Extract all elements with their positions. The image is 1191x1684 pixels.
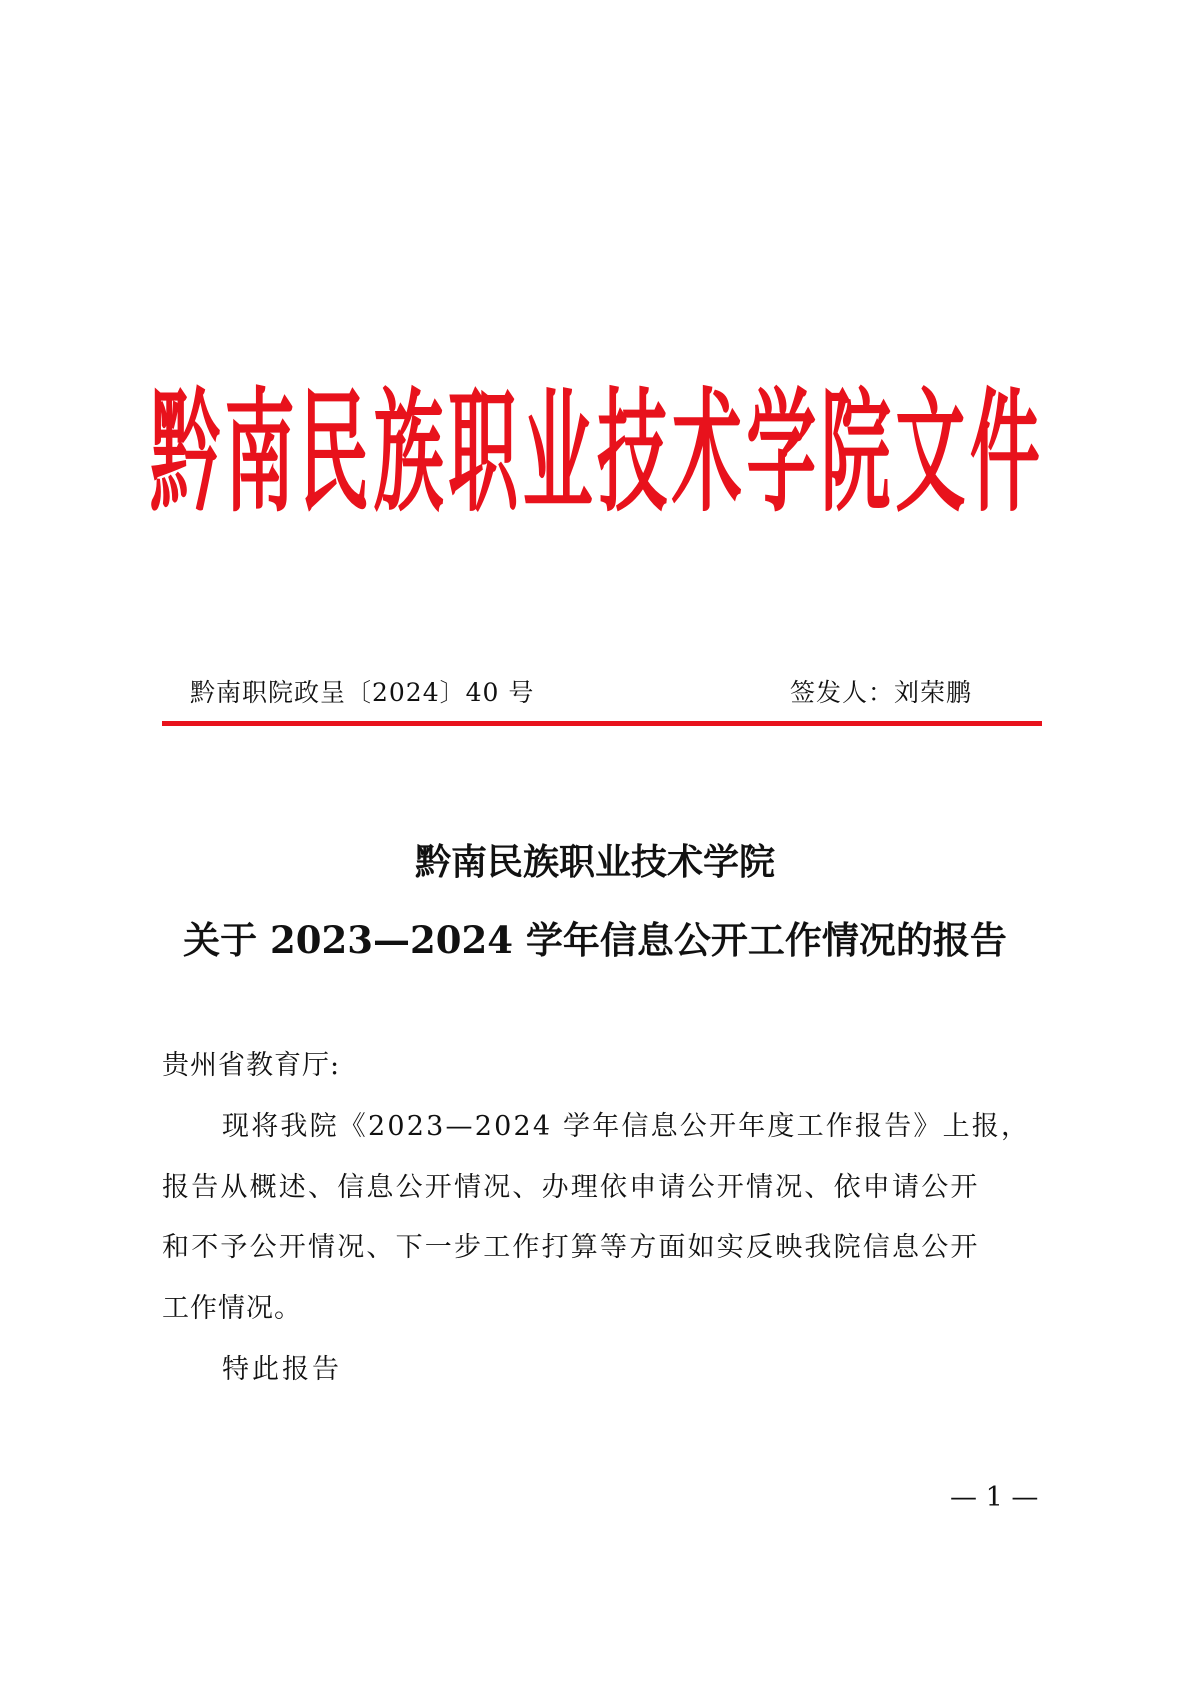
masthead-char: 件	[969, 375, 1040, 531]
masthead-char: 民	[299, 375, 370, 531]
body-line: 工作情况。	[162, 1293, 302, 1324]
page-number: — 1 —	[950, 1482, 1039, 1513]
masthead-char: 技	[597, 375, 668, 531]
signer: 签发人：刘荣鹏	[790, 678, 973, 707]
masthead-char: 学	[746, 375, 817, 531]
masthead-char: 文	[895, 375, 966, 531]
masthead-char: 术	[671, 375, 742, 531]
title-line-2: 关于 2023—2024 学年信息公开工作情况的报告	[183, 918, 1007, 962]
title-line-1: 黔南民族职业技术学院	[414, 841, 775, 883]
masthead-char: 院	[820, 375, 891, 531]
document-number: 黔南职院政呈〔2024〕40 号	[190, 678, 535, 707]
body-line: 和不予公开情况、下一步工作打算等方面如实反映我院信息公开	[162, 1232, 980, 1263]
masthead	[150, 375, 1040, 531]
salutation: 贵州省教育厅:	[162, 1050, 341, 1081]
masthead-char: 职	[448, 375, 519, 531]
masthead-char: 黔	[150, 375, 220, 531]
masthead-char: 业	[522, 375, 593, 531]
body-line: 现将我院《2023—2024 学年信息公开年度工作报告》上报，	[222, 1111, 1031, 1142]
masthead-char: 南	[224, 375, 295, 531]
red-divider-rule	[162, 721, 1042, 726]
body-line: 报告从概述、信息公开情况、办理依申请公开情况、依申请公开	[162, 1172, 980, 1203]
closing-line: 特此报告	[222, 1354, 342, 1385]
masthead-char: 族	[373, 375, 444, 531]
